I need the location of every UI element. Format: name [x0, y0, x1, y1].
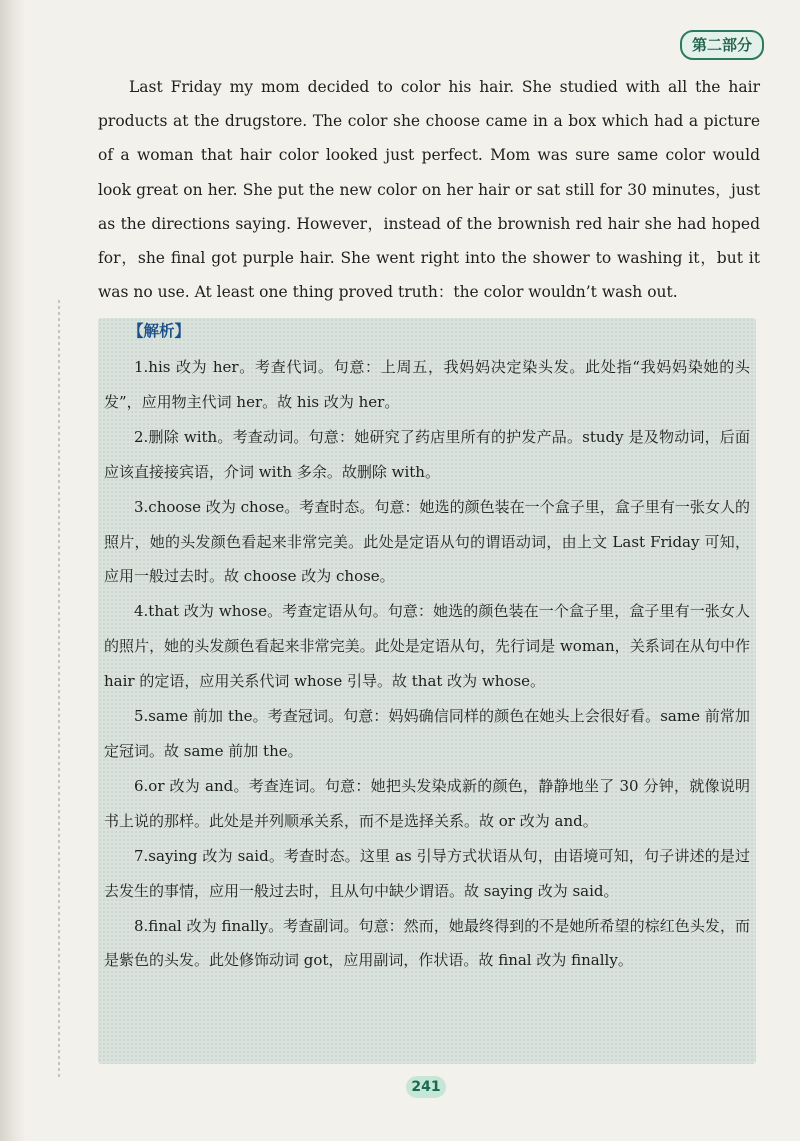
- analysis-item: 7.saying 改为 said。考查时态。这里 as 引导方式状语从句，由语境可知，句子讲述的是过去发生的事情，应用一般过去时，且从句中缺少谓语。故 saying 改为 said。: [104, 846, 750, 900]
- page-number: 241: [406, 1076, 446, 1098]
- analysis-item: 6.or 改为 and。考查连词。句意：她把头发染成新的颜色，静静地坐了 30 分钟，就像说明书上说的那样。此处是并列顺承关系，而不是选择关系。故 or 改为 and。: [104, 776, 750, 830]
- analysis-item: 1.his 改为 her。考查代词。句意：上周五，我妈妈决定染头发。此处指“我妈妈染她的头发”，应用物主代词 her。故 his 改为 her。: [104, 358, 750, 411]
- analysis-title: 【解析】: [128, 322, 191, 340]
- analysis-item: 5.same 前加 the。考查冠词。句意：妈妈确信同样的颜色在她头上会很好看。same 前常加定冠词。故 same 前加 the。: [104, 707, 750, 760]
- analysis-item: 3.choose 改为 chose。考查时态。句意：她选的颜色装在一个盒子里，盒子里有一张女人的照片，她的头发颜色看起来非常完美。此处是定语从句的谓语动词，由上文 Last Friday 可知，应用一般过去时。故 choose 改为 chose。: [104, 497, 750, 586]
- analysis-item: 4.that 改为 whose。考查定语从句。句意：她选的颜色装在一个盒子里，盒子里有一张女人的照片，她的头发颜色看起来非常完美。此处是定语从句，先行词是 woman，关系词在从句中作 hair 的定语，应用关系代词 whose 引导。故 that 改为 whose。: [104, 602, 750, 691]
- analysis-item: 2.删除 with。考查动词。句意：她研究了药店里所有的护发产品。study 是及物动词，后面应该直接接宾语，介词 with 多余。故删除 with。: [104, 427, 750, 481]
- analysis-item: 8.final 改为 finally。考查副词。句意：然而，她最终得到的不是她所希望的棕红色头发，而是紫色的头发。此处修饰动词 got，应用副词，作状语。故 final 改为 finally。: [104, 916, 750, 970]
- passage-text-block: [98, 70, 760, 309]
- passage-paragraph: Last Friday my mom decided to color his hair. She studied with all the hair products at the drugstore. The color she choose came in a box which had a picture of a woman that hair color looked just perfect. Mom was sure same color would look great on her. She put the new color on her hair or sat still for 30 minutes，just as the directions saying. However，instead of the brownish red hair she had hoped for，she final got purple hair. She went right into the shower to washing it，but it was no use. At least one thing proved truth：the color wouldn’t wash out.: [98, 78, 760, 302]
- binding-dotted-line: [58, 300, 60, 1080]
- analysis-body: [104, 350, 750, 978]
- section-tag: 第二部分: [680, 30, 764, 60]
- page-binding-edge: [0, 0, 26, 1141]
